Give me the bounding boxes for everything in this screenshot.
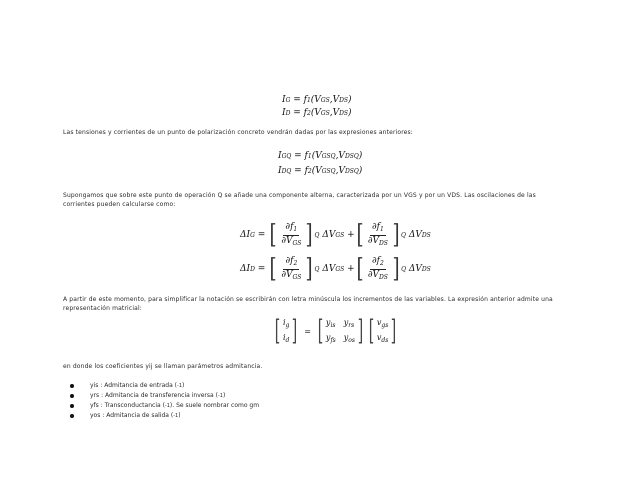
list-item: yrs : Admitancia de transferencia inversa ( -1 ) [70, 391, 259, 401]
equation-line-delta-id: ΔI D = [ $\frac{\partial f_2}{\partial V_{GS}}$ ] Q ΔV GS + [ $\frac{\partial f_2}{\partial V_{DS}}$ ] Q ΔV DS [240, 254, 431, 284]
bullet-icon [70, 384, 74, 388]
current-vector: $i_g$ $i_d$ [282, 318, 290, 344]
list-item: yfs : Transconductancia ( -1 ). Se suele nombrar como gm [70, 401, 259, 411]
partial-fraction: $\frac{\partial f_1}{\partial V_{GS}}$ [281, 221, 302, 247]
list-item: yis : Admitancia de entrada ( -1 ) [70, 381, 259, 391]
bullet-icon [70, 414, 74, 418]
equation-operating-point [278, 149, 362, 179]
partial-fraction: $\frac{\partial f_2}{\partial V_{GS}}$ [281, 255, 302, 281]
equation-line-idq: I DQ = f 2 (V GSQ ,V DSQ ) [278, 166, 363, 176]
admittance-parameter-list [70, 381, 259, 421]
bullet-icon [70, 394, 74, 398]
equation-drain-gate-currents [282, 94, 352, 120]
equation-line-id: I D = f 2 (V GS ,V DS ) [282, 108, 352, 118]
partial-fraction: $\frac{\partial f_2}{\partial V_{DS}}$ [367, 255, 388, 281]
paragraph-matrix-notation: A partir de este momento, para simplificar la notación se escribirán con letra minúscula los incrementos de las variables. La expresión anterior admite una representación matricial: [63, 296, 553, 312]
voltage-vector: $v_{gs}$ $v_{ds}$ [376, 318, 389, 344]
equation-line-igq: I GQ = f 1 (V GSQ ,V DSQ ) [278, 151, 363, 161]
paragraph-polarization: Las tensiones y corrientes de un punto de polarización concreto vendrán dadas por las expresiones anteriores: [63, 129, 413, 136]
equation-current-oscillations [240, 218, 431, 286]
admittance-matrix: $y_{is}$ $y_{rs}$ $y_{fs}$ $y_{os}$ [325, 318, 355, 344]
paragraph-admittance-params: en donde los coeficientes yij se llaman parámetros admitancia. [63, 363, 263, 370]
equation-line-delta-ig: ΔI G = [ $\frac{\partial f_1}{\partial V_{GS}}$ ] Q ΔV GS + [ $\frac{\partial f_1}{\partial V_{DS}}$ ] Q ΔV DS [240, 220, 431, 250]
partial-fraction: $\frac{\partial f_1}{\partial V_{DS}}$ [367, 221, 388, 247]
equation-line-ig: I G = f 1 (V GS ,V DS ) [282, 95, 352, 105]
equation-admittance-matrix: [ $i_g$ $i_d$ ] = [ $y_{is}$ $y_{rs}$ $y_{fs}$ $y_{os}$ ] [ $v_{gs}$ $v_{ds}$ ] [274, 314, 397, 347]
paragraph-ac-component: Supongamos que sobre este punto de operación Q se añade una componente alterna, caracterizada por un VGS y por un VDS. Las oscilaciones de las corrientes pueden calcularse como: [63, 192, 536, 208]
bullet-icon [70, 404, 74, 408]
list-item: yos : Admitancia de salida ( -1 ) [70, 411, 259, 421]
